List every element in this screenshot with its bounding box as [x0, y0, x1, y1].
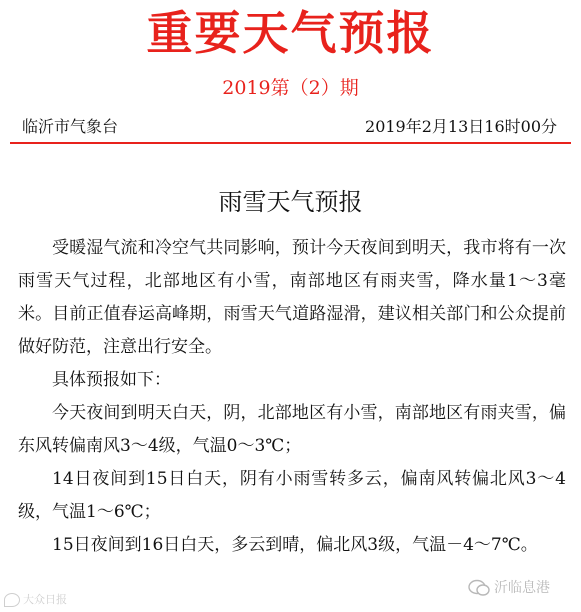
body-paragraph: 14日夜间到15日白天，阴有小雨雪转多云，偏南风转偏北风3～4级，气温1～6℃； — [18, 469, 566, 522]
watermark-right — [468, 578, 550, 598]
issue-number: 2019第（2）期 — [222, 77, 359, 99]
document-body — [18, 232, 566, 562]
body-paragraph: 具体预报如下： — [52, 370, 171, 390]
header-divider — [10, 142, 571, 144]
document-title: 雨雪天气预报 — [218, 188, 363, 216]
watermark-right-text: 沂临息港 — [494, 580, 550, 596]
chat-bubble-icon — [468, 579, 490, 597]
issue-timestamp: 2019年2月13日16时00分 — [365, 117, 557, 136]
watermark-left — [4, 592, 67, 608]
body-paragraph: 受暖湿气流和冷空气共同影响，预计今天夜间到明天，我市将有一次雨雪天气过程，北部地区有小雪，南部地区有雨夹雪，降水量1～3毫米。目前正值春运高峰期，雨雪天气道路湿滑，建议相关部门和公众提前做好防范，注意出行安全。 — [18, 238, 566, 357]
watermark-left-text: 大众日报 — [23, 593, 67, 606]
body-paragraph: 今天夜间到明天白天，阴，北部地区有小雪，南部地区有雨夹雪，偏东风转偏南风3～4级，气温0～3℃； — [18, 403, 566, 456]
body-paragraph: 15日夜间到16日白天，多云到晴，偏北风3级，气温－4～7℃。 — [52, 535, 538, 555]
headline-title: 重要天气预报 — [146, 6, 435, 60]
issuing-office: 临沂市气象台 — [22, 117, 119, 136]
watermark-logo-icon — [4, 593, 20, 607]
